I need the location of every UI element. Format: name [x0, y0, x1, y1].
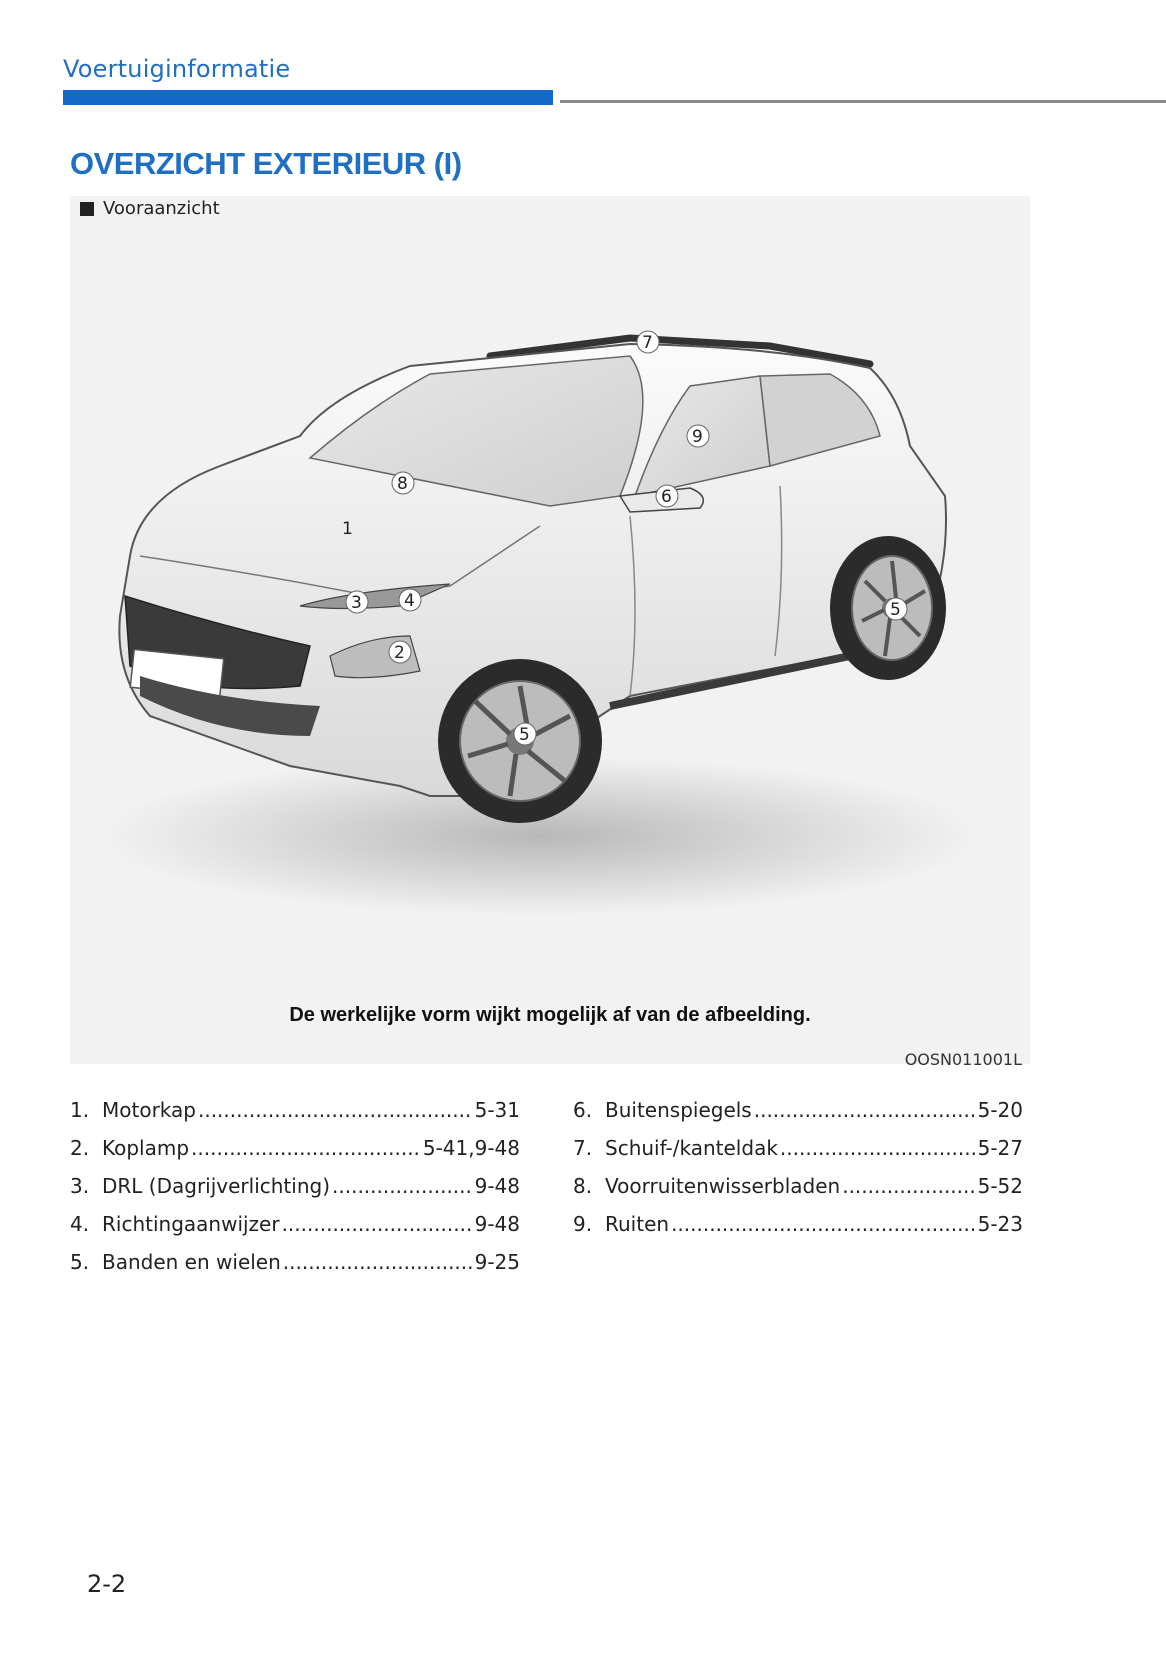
- item-label: Koplamp: [102, 1136, 190, 1160]
- item-number: 7.: [573, 1136, 593, 1160]
- item-label: Banden en wielen: [102, 1250, 281, 1274]
- item-number: 6.: [573, 1098, 593, 1122]
- svg-text:1: 1: [342, 519, 353, 539]
- item-page: 5-41,9-48: [422, 1136, 520, 1160]
- header-rule-blue: [63, 90, 553, 105]
- page-title: OVERZICHT EXTERIEUR (I): [70, 146, 462, 181]
- item-page: 5-27: [977, 1136, 1023, 1160]
- dot-leader: [780, 1136, 976, 1160]
- callout-1: [342, 519, 353, 539]
- item-page: 9-48: [474, 1174, 520, 1198]
- list-item: [70, 1174, 520, 1212]
- item-page: 9-48: [474, 1212, 520, 1236]
- callout-5-front: [514, 723, 536, 745]
- svg-text:5: 5: [890, 600, 901, 620]
- item-page: 5-23: [977, 1212, 1023, 1236]
- figure-label: [80, 198, 220, 219]
- dot-leader: [671, 1212, 976, 1236]
- dot-leader: [283, 1250, 473, 1274]
- list-item: [70, 1212, 520, 1250]
- item-number: 2.: [70, 1136, 90, 1160]
- callout-3: [346, 591, 368, 613]
- item-number: 9.: [573, 1212, 593, 1236]
- item-page: 5-20: [977, 1098, 1023, 1122]
- dot-leader: [282, 1212, 473, 1236]
- item-page: 5-52: [977, 1174, 1023, 1198]
- figure-panel: [70, 196, 1030, 1069]
- callout-7: [637, 331, 659, 353]
- callout-4: [399, 589, 421, 611]
- page-number: 2-2: [87, 1570, 127, 1598]
- callout-6: [656, 485, 678, 507]
- item-page: 9-25: [474, 1250, 520, 1274]
- header-rule-gray: [560, 100, 1166, 103]
- dot-leader: [198, 1098, 473, 1122]
- dot-leader: [191, 1136, 421, 1160]
- item-number: 3.: [70, 1174, 90, 1198]
- item-number: 5.: [70, 1250, 90, 1274]
- item-label: Voorruitenwisserbladen: [605, 1174, 841, 1198]
- callout-2: [389, 641, 411, 663]
- item-number: 4.: [70, 1212, 90, 1236]
- square-bullet-icon: [80, 202, 94, 216]
- svg-text:7: 7: [642, 333, 653, 353]
- car-illustration: [70, 196, 1030, 996]
- figure-caption: De werkelijke vorm wijkt mogelijk af van de afbeelding.: [289, 1004, 811, 1026]
- callout-5-rear: [885, 598, 907, 620]
- item-label: Schuif-/kanteldak: [605, 1136, 778, 1160]
- svg-text:3: 3: [351, 593, 362, 613]
- list-item: [573, 1174, 1023, 1212]
- list-item: [573, 1136, 1023, 1174]
- callout-8: [392, 472, 414, 494]
- item-label: Buitenspiegels: [605, 1098, 752, 1122]
- list-item: [573, 1212, 1023, 1250]
- item-label: Ruiten: [605, 1212, 670, 1236]
- callout-9: [687, 425, 709, 447]
- svg-text:4: 4: [404, 591, 415, 611]
- svg-text:6: 6: [661, 487, 672, 507]
- figure-code: OOSN011001L: [904, 1050, 1022, 1069]
- item-number: 1.: [70, 1098, 90, 1122]
- svg-text:2: 2: [394, 643, 405, 663]
- dot-leader: [332, 1174, 473, 1198]
- parts-list-left: [70, 1098, 520, 1288]
- svg-text:5: 5: [519, 725, 530, 745]
- list-item: [70, 1098, 520, 1136]
- item-label: Richtingaanwijzer: [102, 1212, 280, 1236]
- figure-label-text: Vooraanzicht: [103, 198, 220, 219]
- section-header-title: Voertuiginformatie: [63, 55, 291, 83]
- dot-leader: [754, 1098, 976, 1122]
- item-page: 5-31: [474, 1098, 520, 1122]
- list-item: [70, 1250, 520, 1288]
- parts-list-right: [573, 1098, 1023, 1250]
- item-label: Motorkap: [102, 1098, 196, 1122]
- dot-leader: [842, 1174, 975, 1198]
- svg-text:9: 9: [692, 427, 703, 447]
- svg-text:8: 8: [397, 474, 408, 494]
- list-item: [70, 1136, 520, 1174]
- item-number: 8.: [573, 1174, 593, 1198]
- list-item: [573, 1098, 1023, 1136]
- item-label: DRL (Dagrijverlichting): [102, 1174, 331, 1198]
